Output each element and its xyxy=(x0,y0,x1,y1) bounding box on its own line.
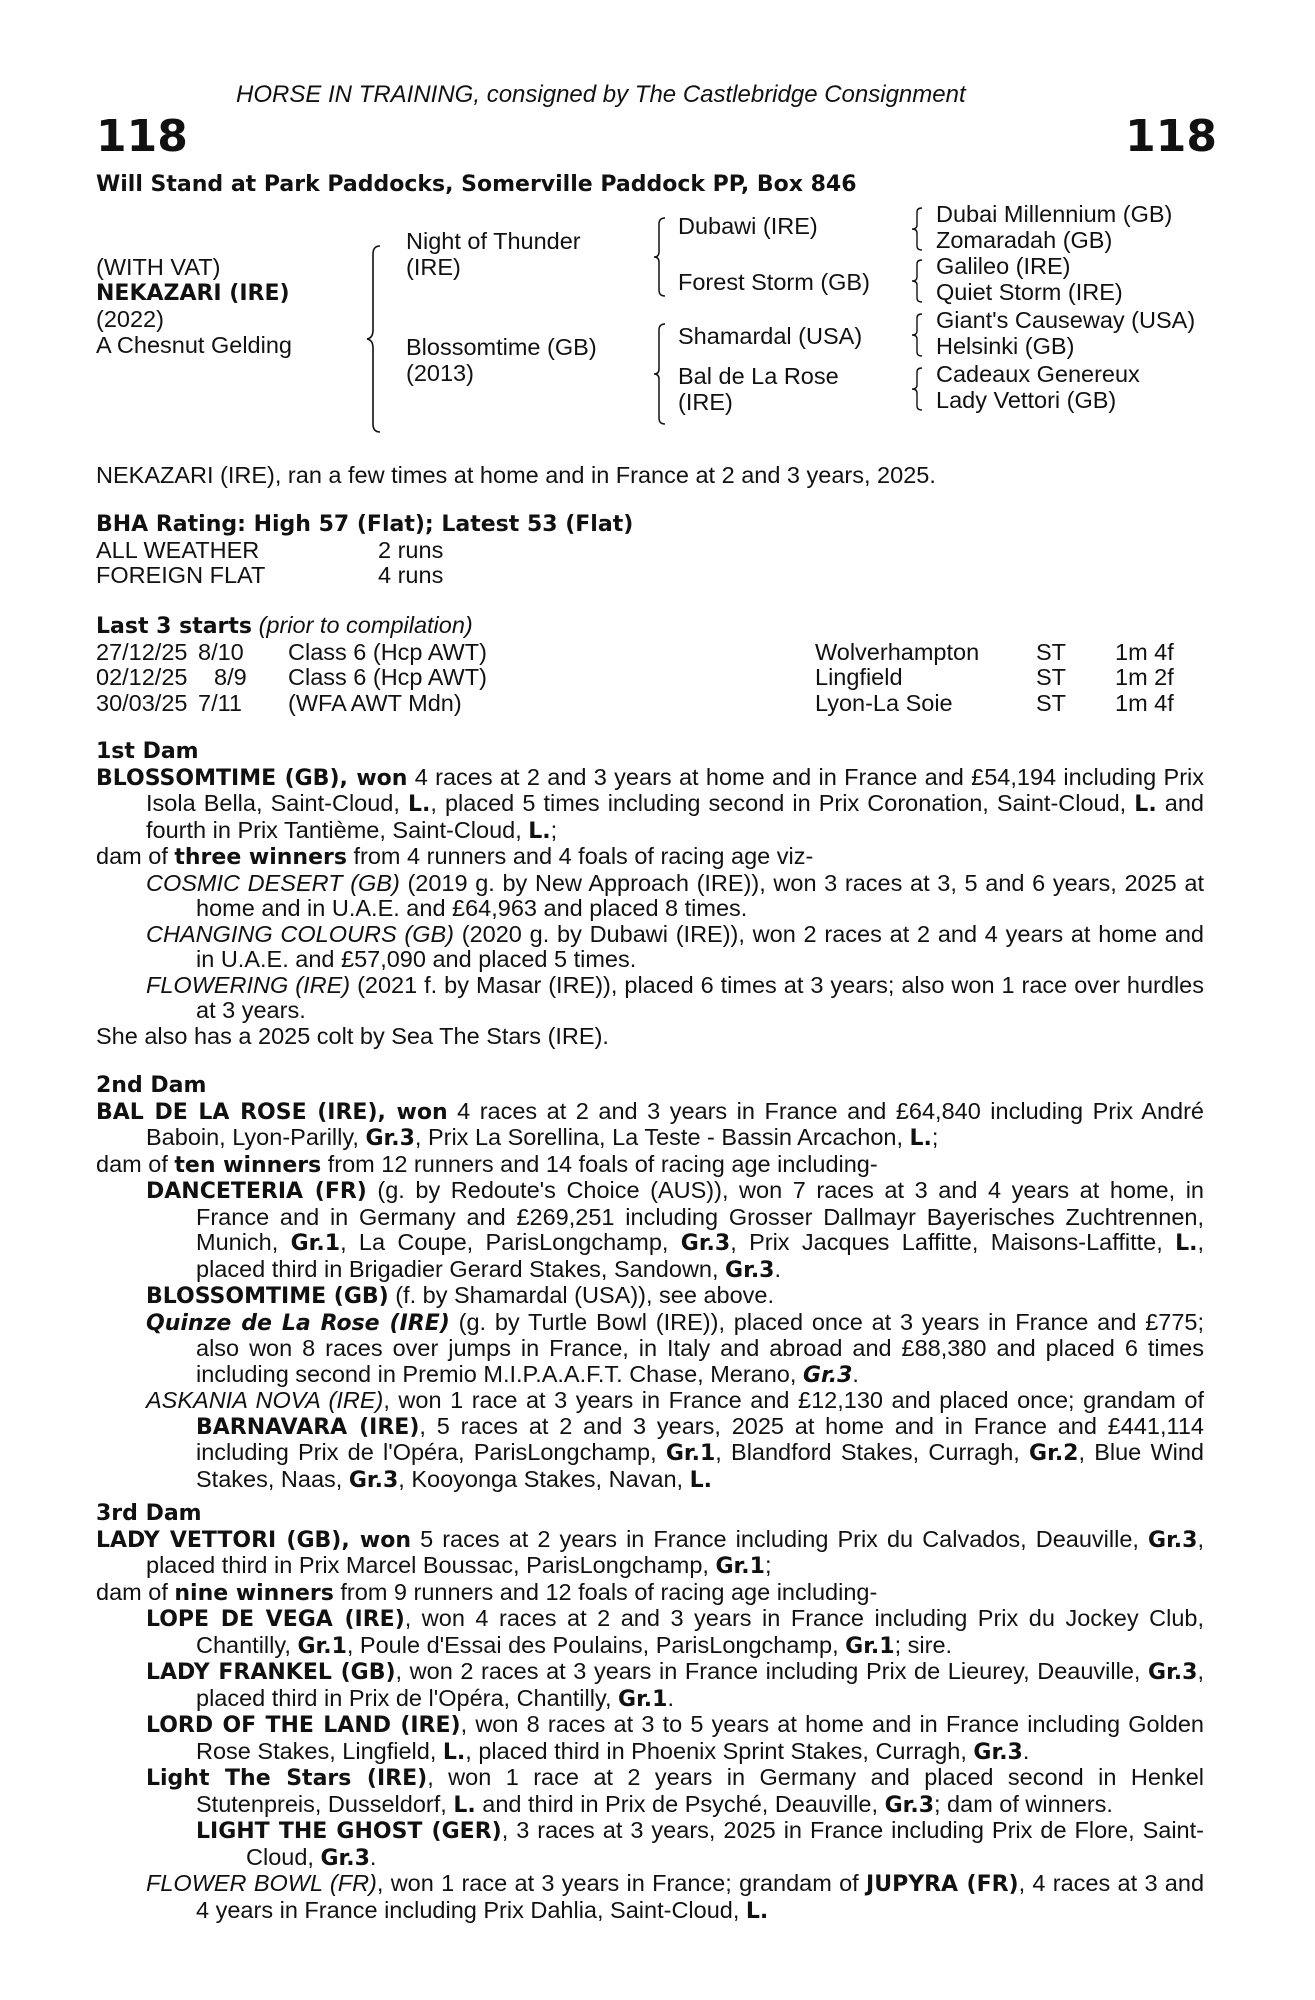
text-run: , placed third in Brigadier Gerard Stakes, Sandown, xyxy=(196,1229,1204,1282)
last-starts xyxy=(96,613,1216,716)
produce-name: Quinze de La Rose (IRE) xyxy=(146,1310,450,1336)
produce-entry xyxy=(96,1388,1204,1493)
pedigree-brace-dd xyxy=(911,366,925,412)
text-run: ; xyxy=(764,1552,772,1578)
produce-entry xyxy=(96,1818,1204,1871)
produce-name: COSMIC DESERT (GB) xyxy=(146,869,400,896)
descendant-name: BARNAVARA (IRE) xyxy=(196,1414,420,1440)
start-date: 30/03/25 xyxy=(96,689,188,716)
section-heading: 3rd Dam xyxy=(96,1501,202,1526)
sire-country: (IRE) xyxy=(406,254,461,280)
ped-ssd: Zomaradah (GB) xyxy=(936,227,1113,253)
grade-mark: L. xyxy=(1134,792,1157,817)
text-run: , Prix Jacques Laffitte, Maisons-Laffitte, xyxy=(730,1229,1176,1255)
start-race: (WFA AWT Mdn) xyxy=(288,689,462,716)
section-heading: 2nd Dam xyxy=(96,1073,207,1098)
dam-dam-name: Bal de La Rose xyxy=(678,363,839,389)
ped-sds: Galileo (IRE) xyxy=(936,253,1071,279)
grade-mark: Gr.3 xyxy=(973,1739,1023,1765)
dam-name: BAL DE LA ROSE (IRE), won xyxy=(96,1099,448,1125)
pedigree-brace-sd xyxy=(911,258,925,304)
produce-line xyxy=(96,1152,1204,1179)
text-run: (2019 g. by New Approach (IRE)), won 3 races at 3, 5 and 6 years, 2025 at home and in U.A.E. and £64,963 and placed 8 times. xyxy=(196,869,1204,921)
produce-name: BLOSSOMTIME (GB) xyxy=(146,1284,389,1309)
text-run: 4 races at 2 and 3 years in France and £64,840 including Prix André Baboin, Lyon-Parilly, xyxy=(146,1097,1204,1150)
race-record-summary: NEKAZARI (IRE), ran a few times at home and in France at 2 and 3 years, 2025. xyxy=(96,462,936,488)
text-run: ; xyxy=(931,1124,939,1150)
produce-name: ASKANIA NOVA (IRE) xyxy=(146,1387,384,1413)
produce-entry xyxy=(96,1283,1204,1310)
section-heading: 1st Dam xyxy=(96,739,199,764)
grade-mark: Gr.3 xyxy=(1148,1660,1198,1685)
start-course: Wolverhampton xyxy=(815,638,980,665)
dam-name: LADY VETTORI (GB), won xyxy=(96,1527,412,1553)
sire-name: Night of Thunder xyxy=(406,228,581,254)
text-run: , won 1 race at 3 years in France; grandam of xyxy=(376,1870,867,1896)
grade-mark: Gr.3 xyxy=(1148,1527,1198,1553)
text-run: , 5 races at 2 and 3 years, 2025 at home and in France and £441,114 including Prix de l'Opéra, ParisLongchamp, xyxy=(196,1412,1204,1465)
start-date: 27/12/25 xyxy=(96,638,188,665)
grade-mark: Gr.3 xyxy=(884,1792,934,1818)
grade-mark: L. xyxy=(745,1898,769,1924)
text-run: from 9 runners and 12 foals of racing age including- xyxy=(333,1578,878,1605)
produce-entry xyxy=(96,1310,1204,1389)
text-run: , won 4 races at 2 and 3 years in France including Prix du Jockey Club, Chantilly, xyxy=(196,1605,1204,1658)
grade-mark: Gr.3 xyxy=(725,1257,775,1283)
start-row xyxy=(96,691,1216,717)
start-distance: 1m 4f xyxy=(1115,638,1174,665)
grade-mark: Gr.3 xyxy=(348,1467,399,1493)
text-run: , placed third in Prix Marcel Boussac, ParisLongchamp, xyxy=(146,1525,1204,1578)
text-run: 4 races at 2 and 3 years at home and in France and £54,194 including Prix Isola Bella, Saint-Cloud, xyxy=(146,763,1204,816)
text-run: , won 1 race at 2 years in Germany and placed second in Henkel Stutenpreis, Dusseldorf, xyxy=(196,1764,1204,1817)
dam-name: Blossomtime (GB) xyxy=(406,334,597,360)
ped-dsd: Helsinki (GB) xyxy=(936,333,1075,359)
produce-entry xyxy=(96,871,1204,922)
text-run: dam of xyxy=(96,1578,175,1605)
start-position: 8/10 xyxy=(198,638,244,665)
produce-line xyxy=(96,844,1204,871)
grade-mark: L. xyxy=(909,1126,932,1151)
produce-name: CHANGING COLOURS (GB) xyxy=(146,920,454,947)
ped-dds: Cadeaux Genereux xyxy=(936,361,1140,387)
horse-year: (2022) xyxy=(96,306,164,332)
text-run: , 4 races at 3 and 4 years in France including Prix Dahlia, Saint-Cloud, xyxy=(196,1870,1205,1923)
start-row xyxy=(96,640,1216,666)
produce-entry xyxy=(96,1606,1204,1659)
produce-name: LORD OF THE LAND (IRE) xyxy=(146,1713,461,1738)
produce-name: FLOWER BOWL (FR) xyxy=(146,1870,377,1896)
ped-sdd: Quiet Storm (IRE) xyxy=(936,279,1123,305)
produce-name: DANCETERIA (FR) xyxy=(146,1179,367,1204)
grade-mark: L. xyxy=(689,1467,712,1493)
produce-entry xyxy=(96,1178,1204,1283)
start-course: Lyon-La Soie xyxy=(815,689,953,716)
text-run: dam of xyxy=(96,843,175,869)
grade-mark: Gr.1 xyxy=(665,1441,716,1466)
grade-mark: Gr.1 xyxy=(618,1686,668,1712)
consignor-title: HORSE IN TRAINING, consigned by The Castlebridge Consignment xyxy=(236,81,966,108)
start-position: 8/9 xyxy=(214,664,247,690)
grade-mark: Gr.2 xyxy=(1029,1441,1079,1466)
pedigree-brace-main xyxy=(366,244,386,434)
produce-name: LIGHT THE GHOST (GER) xyxy=(196,1819,502,1844)
rating-label: ALL WEATHER xyxy=(96,536,260,563)
text-run: and fourth in Prix Tantième, Saint-Cloud, xyxy=(146,790,1204,843)
produce-entry xyxy=(96,1712,1204,1765)
descendant-name: JUPYRA (FR) xyxy=(866,1872,1019,1897)
text-run: . xyxy=(1022,1737,1030,1764)
text-run: . xyxy=(667,1684,674,1711)
text-run: ; xyxy=(550,816,558,843)
grade-mark: L. xyxy=(453,1792,476,1818)
grade-mark: Gr.1 xyxy=(845,1633,895,1659)
start-going: ST xyxy=(1036,689,1067,716)
start-going: ST xyxy=(1036,664,1067,690)
pedigree-brace-sire xyxy=(653,216,669,298)
grade-mark: Gr.3 xyxy=(320,1845,370,1871)
produce-entry xyxy=(96,1871,1204,1924)
produce-entry xyxy=(96,973,1204,1024)
text-run: dam of xyxy=(96,1150,175,1177)
grade-mark: Gr.3 xyxy=(365,1126,415,1151)
text-run: , Poule d'Essai des Poulains, ParisLongchamp, xyxy=(346,1631,846,1658)
text-run: , Blue Wind Stakes, Naas, xyxy=(196,1439,1205,1492)
text-run: (f. by Shamardal (USA)), see above. xyxy=(388,1282,775,1308)
third-dam-section xyxy=(96,1501,1204,1924)
rating-title: BHA Rating: High 57 (Flat); Latest 53 (Flat) xyxy=(96,512,634,537)
grade-mark: Gr.1 xyxy=(297,1633,347,1659)
text-run: , Blandford Stakes, Curragh, xyxy=(715,1439,1030,1465)
pedigree xyxy=(96,200,1226,430)
rating-row xyxy=(96,538,696,564)
dam-sire: Shamardal (USA) xyxy=(678,323,863,349)
rating-label: FOREIGN FLAT xyxy=(96,562,266,588)
dam-dam-country: (IRE) xyxy=(678,389,733,415)
ped-ddd: Lady Vettori (GB) xyxy=(936,387,1117,413)
pedigree-brace-dam xyxy=(653,322,669,426)
dam-paragraph xyxy=(96,765,1204,845)
second-dam-section xyxy=(96,1073,1204,1493)
grade-mark: Gr.1 xyxy=(290,1231,341,1256)
produce-entry xyxy=(96,922,1204,973)
text-run: (g. by Redoute's Choice (AUS)), won 7 races at 3 and 4 years at home, in France and in Germany and £269,251 including Grosser Dallmayr Bayerisches Zuchtrennen, Munich, xyxy=(196,1177,1204,1255)
starts-title: Last 3 starts xyxy=(96,614,253,639)
stand-location: Will Stand at Park Paddocks, Somerville Paddock PP, Box 846 xyxy=(96,172,857,197)
pedigree-brace-ss xyxy=(911,206,925,252)
dam-paragraph xyxy=(96,1527,1204,1580)
produce-name: LOPE DE VEGA (IRE) xyxy=(146,1607,405,1632)
start-race: Class 6 (Hcp AWT) xyxy=(288,664,487,690)
grade-mark: L. xyxy=(1175,1231,1198,1256)
horse-name: NEKAZARI (IRE) xyxy=(96,281,290,306)
produce-note: She also has a 2025 colt by Sea The Stars (IRE). xyxy=(96,1022,609,1049)
text-run: and third in Prix de Psyché, Deauville, xyxy=(475,1790,885,1817)
text-run: , placed third in Prix de l'Opéra, Chantilly, xyxy=(196,1658,1204,1711)
rating-value: 4 runs xyxy=(378,562,444,588)
produce-entry xyxy=(96,1765,1204,1818)
grade-mark: Gr.3 xyxy=(680,1231,731,1256)
text-run: , Kooyonga Stakes, Navan, xyxy=(398,1465,690,1492)
start-distance: 1m 4f xyxy=(1115,689,1174,716)
text-run: . xyxy=(774,1255,782,1282)
text-run: , La Coupe, ParisLongchamp, xyxy=(340,1229,681,1255)
produce-name: Light The Stars (IRE) xyxy=(146,1766,428,1791)
produce-name: FLOWERING (IRE) xyxy=(146,971,351,998)
text-run: ; dam of winners. xyxy=(934,1790,1113,1817)
start-date: 02/12/25 xyxy=(96,664,188,690)
lot-number-left: 118 xyxy=(96,111,188,162)
horse-description: A Chesnut Gelding xyxy=(96,332,292,358)
text-run: , placed 5 times including second in Prix Coronation, Saint-Cloud, xyxy=(430,790,1135,816)
text-run: (2020 g. by Dubawi (IRE)), won 2 races at 2 and 4 years at home and in U.A.E. and £57,090 and placed 5 times. xyxy=(196,920,1204,972)
produce-name: LADY FRANKEL (GB) xyxy=(146,1660,396,1685)
text-run: ; sire. xyxy=(894,1631,953,1658)
produce-line xyxy=(96,1580,1204,1607)
text-run: from 12 runners and 14 foals of racing age including- xyxy=(321,1150,878,1177)
grade-mark: Gr.1 xyxy=(715,1554,765,1579)
starts-heading xyxy=(96,613,1216,640)
lot-number-right: 118 xyxy=(1125,111,1217,162)
grade-mark: L. xyxy=(528,818,551,844)
ped-sss: Dubai Millennium (GB) xyxy=(936,201,1173,227)
first-dam-section xyxy=(96,739,1204,1049)
text-run: , won 1 race at 3 years in France and £12,130 and placed once; grandam of xyxy=(383,1387,1204,1413)
winner-count: three winners xyxy=(174,845,347,870)
start-course: Lingfield xyxy=(815,664,903,690)
text-run: , won 2 races at 3 years in France including Prix de Lieurey, Deauville, xyxy=(395,1658,1149,1684)
text-run: . xyxy=(369,1843,377,1870)
produce-entry xyxy=(96,1659,1204,1712)
sire-sire: Dubawi (IRE) xyxy=(678,213,818,239)
rating-row xyxy=(96,563,696,589)
start-position: 7/11 xyxy=(198,689,242,716)
text-run: 5 races at 2 years in France including Prix du Calvados, Deauville, xyxy=(411,1525,1149,1552)
start-race: Class 6 (Hcp AWT) xyxy=(288,638,487,665)
text-run: , won 8 races at 3 to 5 years at home and in France including Golden Rose Stakes, Lingfield, xyxy=(196,1711,1204,1764)
text-run: , Prix La Sorellina, La Teste - Bassin Arcachon, xyxy=(414,1124,910,1150)
start-row xyxy=(96,665,1216,691)
dam-paragraph xyxy=(96,1099,1204,1152)
bha-rating xyxy=(96,512,696,589)
starts-note: (prior to compilation) xyxy=(258,612,473,638)
ped-dss: Giant's Causeway (USA) xyxy=(936,307,1196,333)
text-run: , placed third in Phoenix Sprint Stakes, Curragh, xyxy=(465,1737,974,1764)
vat-note: (WITH VAT) xyxy=(96,254,221,280)
start-going: ST xyxy=(1036,638,1067,665)
sire-dam: Forest Storm (GB) xyxy=(678,269,870,295)
rating-value: 2 runs xyxy=(378,536,444,563)
dam-name: BLOSSOMTIME (GB), won xyxy=(96,765,408,791)
text-run: (g. by Turtle Bowl (IRE)), placed once at 3 years in France and £775; also won 8 races over jumps in France, in Italy and abroad and £88,380 and placed 6 times including second in Premio M.I.P.A.A.F.T. Chase, Merano, xyxy=(196,1308,1205,1387)
pedigree-brace-ds xyxy=(911,312,925,358)
start-distance: 1m 2f xyxy=(1115,664,1174,690)
text-run: . xyxy=(852,1360,859,1387)
grade-mark: L. xyxy=(407,792,431,817)
grade-mark: Gr.3 xyxy=(802,1362,853,1388)
winner-count: ten winners xyxy=(174,1152,322,1178)
text-run: , 3 races at 3 years, 2025 in France including Prix de Flore, Saint-Cloud, xyxy=(246,1817,1204,1870)
dam-year: (2013) xyxy=(406,360,474,386)
grade-mark: L. xyxy=(442,1739,466,1765)
text-run: from 4 runners and 4 foals of racing age viz- xyxy=(346,843,814,869)
text-run: (2021 f. by Masar (IRE)), placed 6 times at 3 years; also won 1 race over hurdles at 3 years. xyxy=(196,971,1204,1023)
winner-count: nine winners xyxy=(174,1580,334,1606)
